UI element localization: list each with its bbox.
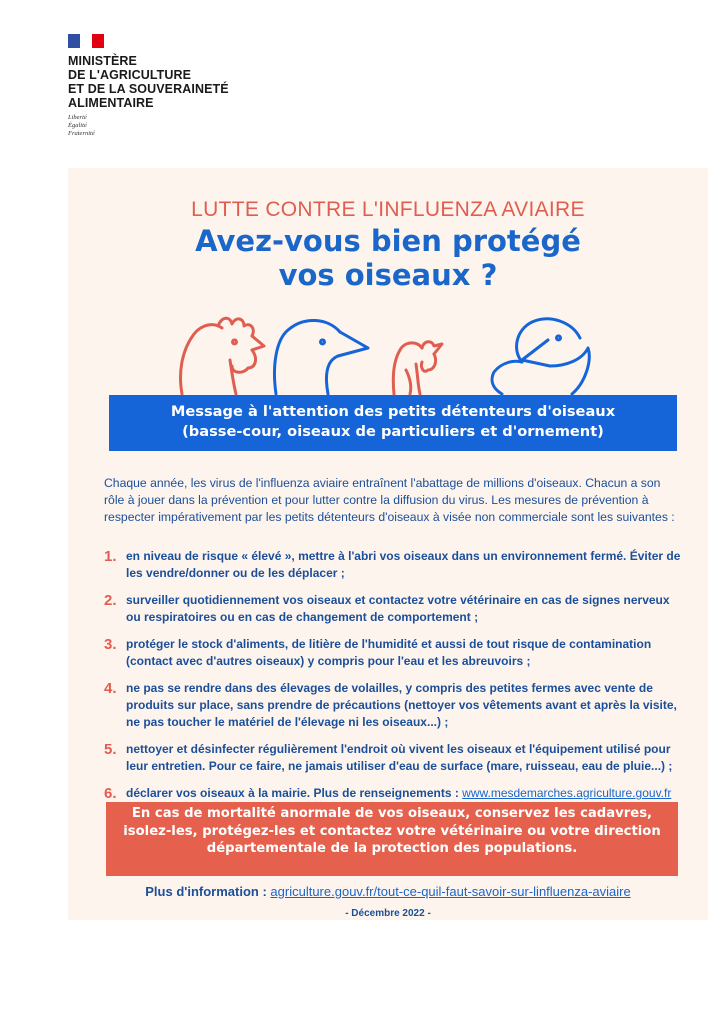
motto-line: Liberté	[68, 114, 87, 121]
step-number: 2 .	[104, 592, 126, 626]
ministry-line: DE L'AGRICULTURE	[68, 68, 192, 82]
ministry-line: MINISTÈRE	[68, 54, 137, 68]
motto-line: Égalité	[68, 122, 87, 129]
goose-icon	[275, 320, 369, 394]
mortality-warning-box	[106, 802, 678, 876]
step-text: protéger le stock d'aliments, de litière de l'humidité et aussi de tout risque de contamination (contact avec d'autres oiseaux) y compris pour l'eau et les abreuvoirs ;	[126, 637, 652, 668]
more-info-label: Plus d'information :	[145, 884, 271, 899]
marianne-flag-icon	[68, 34, 104, 48]
warning-line: isolez-les, protégez-les et contactez votre vétérinaire ou votre direction	[123, 823, 661, 839]
step-text: déclarer vos oiseaux à la mairie. Plus de renseignements :	[126, 786, 463, 800]
intro-paragraph: Chaque année, les virus de l'influenza aviaire entraînent l'abattage de millions d'oiseaux. Chacun a son rôle à jouer dans la prévention et pour lutter contre la diffusion du virus. Les mesures de prévention à respecter impérativement par les petits détenteurs d'oiseaux à visée non commerciale sont les suivantes :	[104, 476, 675, 524]
step-text: surveiller quotidiennement vos oiseaux et contactez votre vétérinaire en cas de signes nerveux ou respiratoires ou en cas de changement de comportement ;	[126, 593, 670, 624]
poster-title	[68, 224, 708, 292]
motto-line: Fraternité	[68, 130, 95, 137]
turkey-icon	[393, 342, 442, 394]
chicken-icon	[181, 318, 265, 394]
step-number: 1 .	[104, 548, 126, 582]
duck-icon	[492, 319, 589, 394]
list-item	[104, 636, 684, 670]
step-text: ne pas se rendre dans des élevages de volailles, y compris des petites fermes avec vente de produits sur place, sans prendre de précautions (nettoyer vos vêtements avant et après la visite, ne pas toucher le matériel de l'élevage ni les oiseaux...) ;	[126, 681, 677, 729]
more-information	[68, 884, 708, 899]
title-line: vos oiseaux ?	[278, 258, 498, 292]
step-number: 4 .	[104, 680, 126, 731]
warning-line: En cas de mortalité anormale de vos oiseaux, conservez les cadavres,	[131, 806, 653, 821]
message-line: (basse-cour, oiseaux de particuliers et d'ornement)	[182, 423, 604, 440]
list-item	[104, 592, 684, 626]
poster-kicker: LUTTE CONTRE L'INFLUENZA AVIAIRE	[191, 198, 585, 221]
birds-illustration	[172, 310, 612, 396]
title-line: Avez-vous bien protégé	[195, 224, 581, 258]
step-number: 3 .	[104, 636, 126, 670]
warning-line: départementale de la protection des populations.	[206, 841, 578, 856]
message-banner	[109, 395, 677, 451]
republic-motto	[68, 114, 268, 138]
poster	[68, 168, 708, 920]
publication-date: - Décembre 2022 -	[345, 908, 431, 919]
more-info-link[interactable]: agriculture.gouv.fr/tout-ce-quil-faut-savoir-sur-linfluenza-aviaire	[270, 884, 631, 899]
list-item	[104, 680, 684, 731]
step-text: nettoyer et désinfecter régulièrement l'endroit où vivent les oiseaux et l'équipement utilisé pour leur entretien. Pour ce faire, ne jamais utiliser d'eau de surface (mare, ruisseau, eau de pluie...) ;	[126, 742, 673, 773]
ministry-line: ALIMENTAIRE	[68, 96, 154, 110]
ministry-logo	[68, 34, 268, 138]
step-number: 5 .	[104, 741, 126, 775]
step-text-wrap	[126, 785, 671, 802]
list-item	[104, 741, 684, 775]
message-line: Message à l'attention des petits détenteurs d'oiseaux	[170, 403, 616, 420]
prevention-steps	[104, 548, 684, 812]
step-number: 6 .	[104, 785, 126, 802]
ministry-name	[68, 54, 268, 110]
mesdemarches-link[interactable]: www.mesdemarches.agriculture.gouv.fr	[462, 786, 672, 800]
step-text: en niveau de risque « élevé », mettre à l'abri vos oiseaux dans un environnement fermé. Éviter de les vendre/donner ou de les déplacer ;	[126, 549, 681, 580]
ministry-line: ET DE LA SOUVERAINETÉ	[68, 82, 229, 96]
list-item	[104, 548, 684, 582]
list-item	[104, 785, 684, 802]
